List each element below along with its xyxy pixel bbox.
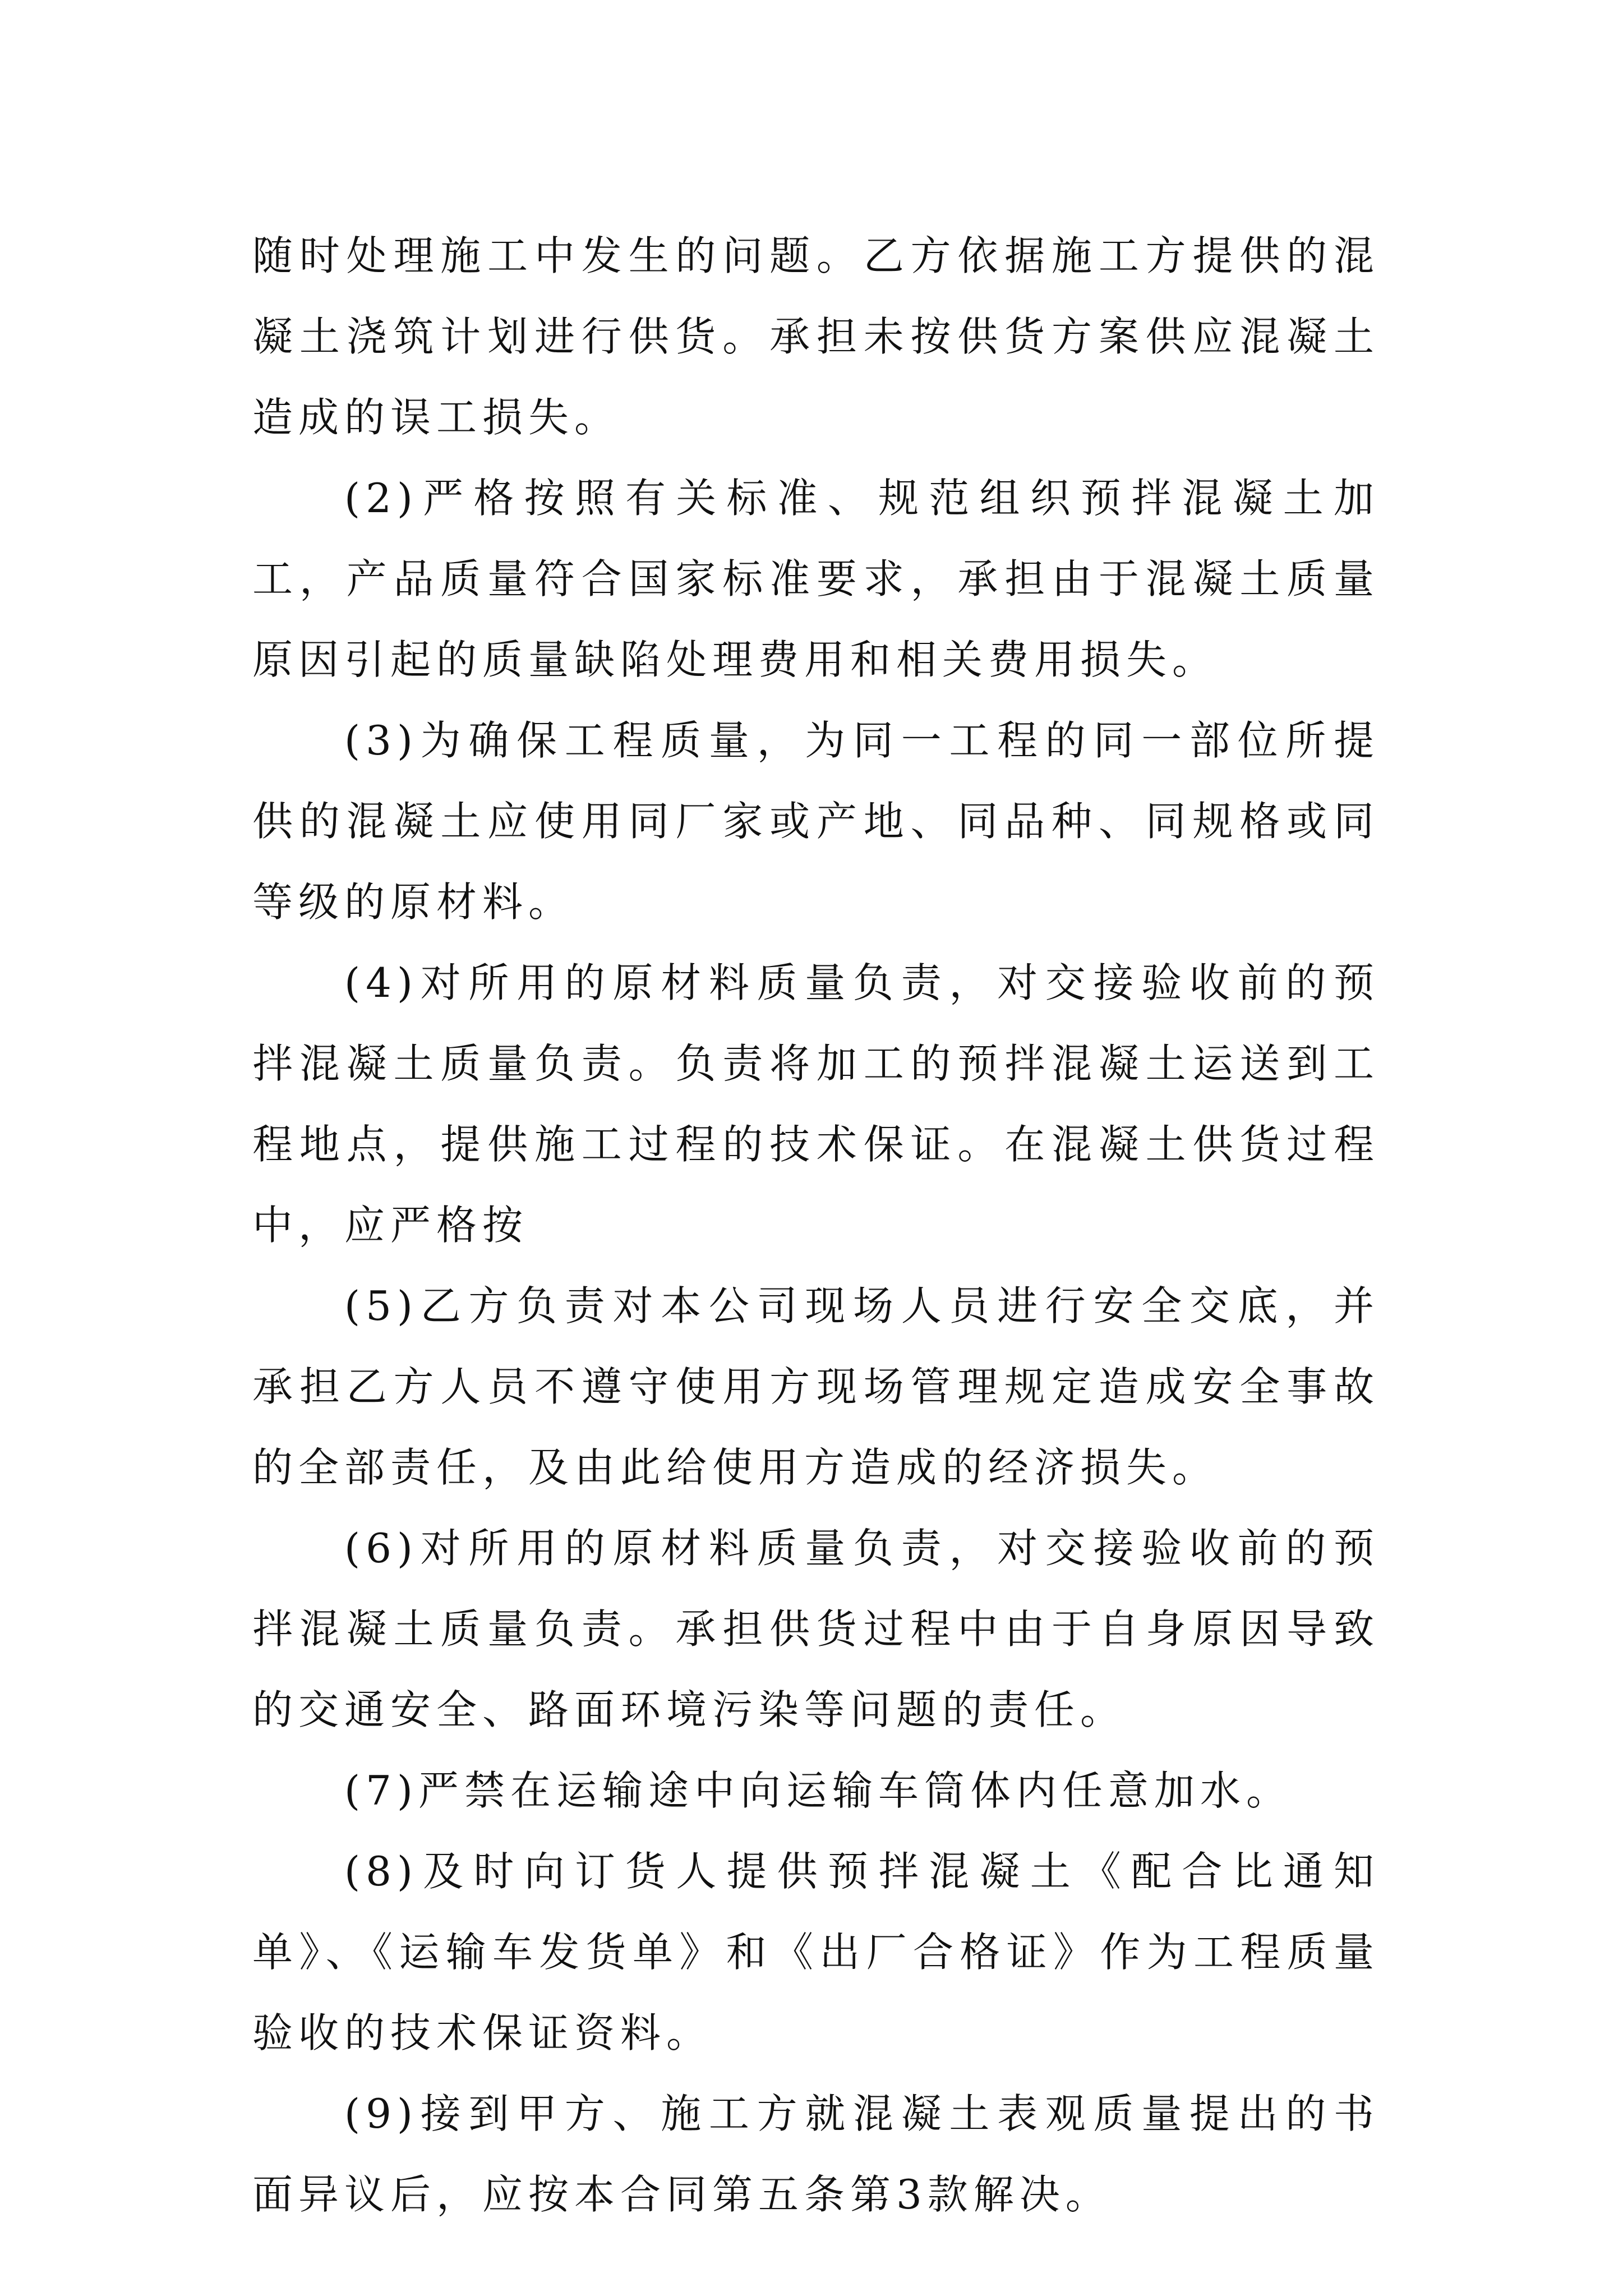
clause-8: (8)及时向订货人提供预拌混凝土《配合比通知单》、《运输车发货单》和《出厂合格证》作为工程质量验收的技术保证资料。 bbox=[252, 1848, 1380, 2056]
clause-9: (9)接到甲方、施工方就混凝土表观质量提出的书面异议后，应按本合同第五条第3款解决。 bbox=[252, 2090, 1380, 2218]
paragraph-continuation: 随时处理施工中发生的问题。乙方依据施工方提供的混凝土浇筑计划进行供货。承担未按供货方案供应混凝土造成的误工损失。 bbox=[252, 232, 1380, 441]
clause-3: (3)为确保工程质量，为同一工程的同一部位所提供的混凝土应使用同厂家或产地、同品种、同规格或同等级的原材料。 bbox=[252, 717, 1380, 926]
clause-2: (2)严格按照有关标准、规范组织预拌混凝土加工，产品质量符合国家标准要求，承担由于混凝土质量原因引起的质量缺陷处理费用和相关费用损失。 bbox=[252, 475, 1380, 683]
clause-6: (6)对所用的原材料质量负责，对交接验收前的预拌混凝土质量负责。承担供货过程中由于自身原因导致的交通安全、路面环境污染等问题的责任。 bbox=[252, 1525, 1380, 1733]
clause-4: (4)对所用的原材料质量负责，对交接验收前的预拌混凝土质量负责。负责将加工的预拌混凝土运送到工程地点，提供施工过程的技术保证。在混凝土供货过程中，应严格按 bbox=[252, 959, 1380, 1249]
document-body bbox=[252, 215, 1380, 2235]
clause-5: (5)乙方负责对本公司现场人员进行安全交底，并承担乙方人员不遵守使用方现场管理规定造成安全事故的全部责任，及由此给使用方造成的经济损失。 bbox=[252, 1282, 1380, 1491]
clause-7: (7)严禁在运输途中向运输车筒体内任意加水。 bbox=[344, 1767, 1292, 1814]
